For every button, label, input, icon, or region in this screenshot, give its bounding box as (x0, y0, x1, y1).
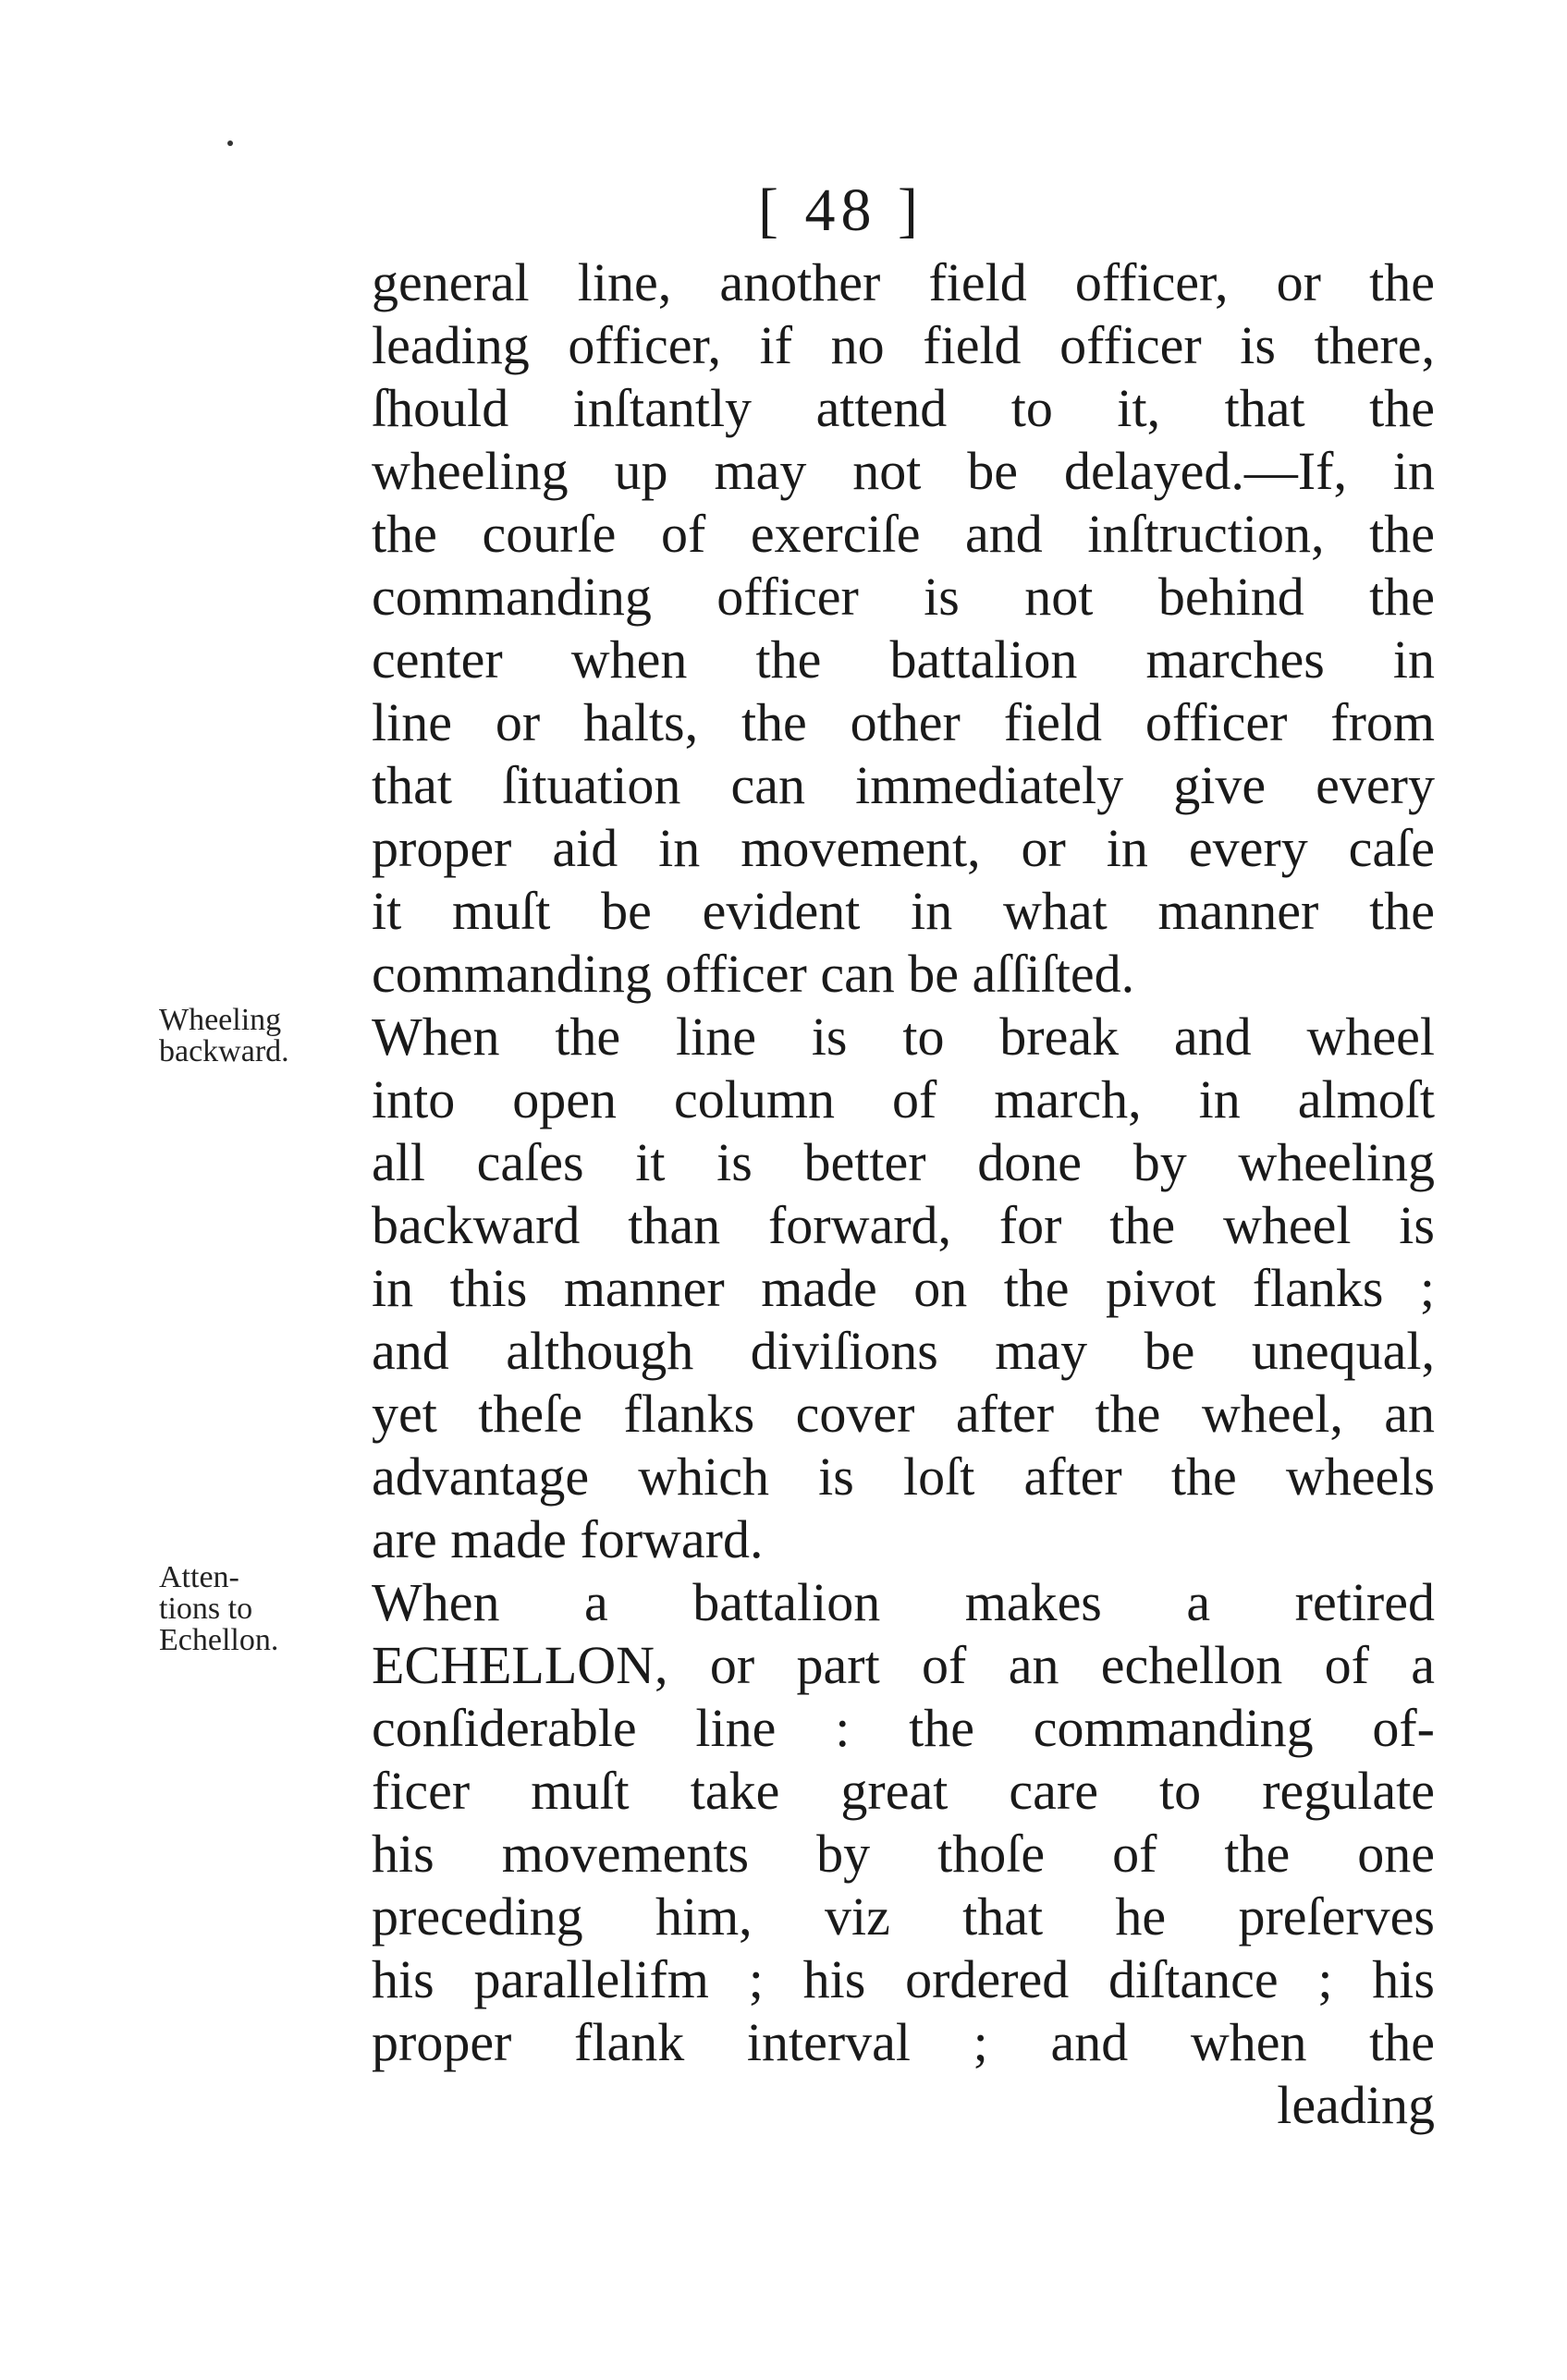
text-line: are made forward. (372, 1509, 764, 1569)
text-line: conſiderable line : the commanding of- (372, 1698, 1435, 1758)
text-line: ficer muſt take great care to regulate (372, 1761, 1435, 1821)
text-line: and although diviſions may be unequal, (372, 1321, 1435, 1381)
margin-note-wheeling-backward (159, 1005, 372, 1068)
text-line: it muſt be evident in what manner the (372, 881, 1435, 941)
text-line: wheeling up may not be delayed.—If, in (372, 441, 1435, 501)
text-line: yet theſe flanks cover after the wheel, an (372, 1384, 1435, 1444)
text-line: proper flank interval ; and when the (372, 2012, 1435, 2072)
text-line: leading officer, if no field officer is there, (372, 315, 1435, 375)
text-line: ſhould inſtantly attend to it, that the (372, 378, 1435, 438)
text-line: commanding officer is not behind the (372, 567, 1435, 627)
text-line: all caſes it is better done by wheeling (372, 1132, 1435, 1192)
ink-speck (227, 140, 233, 146)
text-line: into open column of march, in almoſt (372, 1069, 1435, 1129)
margin-note-line: backward. (159, 1034, 289, 1068)
margin-note-line: tions to (159, 1592, 253, 1626)
text-line: advantage which is loſt after the wheels (372, 1446, 1435, 1507)
page-number-header: [ 48 ] (758, 177, 924, 244)
text-line: that ſituation can immediately give every (372, 755, 1435, 815)
text-line: ECHELLON, or part of an echellon of a (372, 1635, 1435, 1695)
margin-note-line: Atten- (159, 1560, 239, 1594)
margin-note-line: Echellon. (159, 1623, 279, 1657)
margin-note-attentions-to-echellon (159, 1562, 372, 1656)
text-line: backward than forward, for the wheel is (372, 1195, 1435, 1255)
text-line: proper aid in movement, or in every caſe (372, 818, 1435, 878)
body-text (372, 251, 1435, 2137)
text-line: preceding him, viz that he preſerves (372, 1886, 1435, 1947)
text-line: in this manner made on the pivot flanks ; (372, 1258, 1435, 1318)
text-line: When the line is to break and wheel (372, 1007, 1435, 1067)
text-line: general line, another field officer, or the (372, 252, 1435, 312)
text-line: commanding officer can be aſſiſted. (372, 944, 1135, 1004)
text-line: center when the battalion marches in (372, 629, 1435, 690)
text-line: the courſe of exerciſe and inſtruction, the (372, 504, 1435, 564)
text-line: his movements by thoſe of the one (372, 1824, 1435, 1884)
text-line: When a battalion makes a retired (372, 1572, 1435, 1632)
text-line: his parallelifm ; his ordered diſtance ; his (372, 1949, 1435, 2009)
text-line: line or halts, the other field officer from (372, 692, 1435, 752)
margin-note-line: Wheeling (159, 1003, 282, 1037)
catchword: leading (1277, 2075, 1435, 2135)
